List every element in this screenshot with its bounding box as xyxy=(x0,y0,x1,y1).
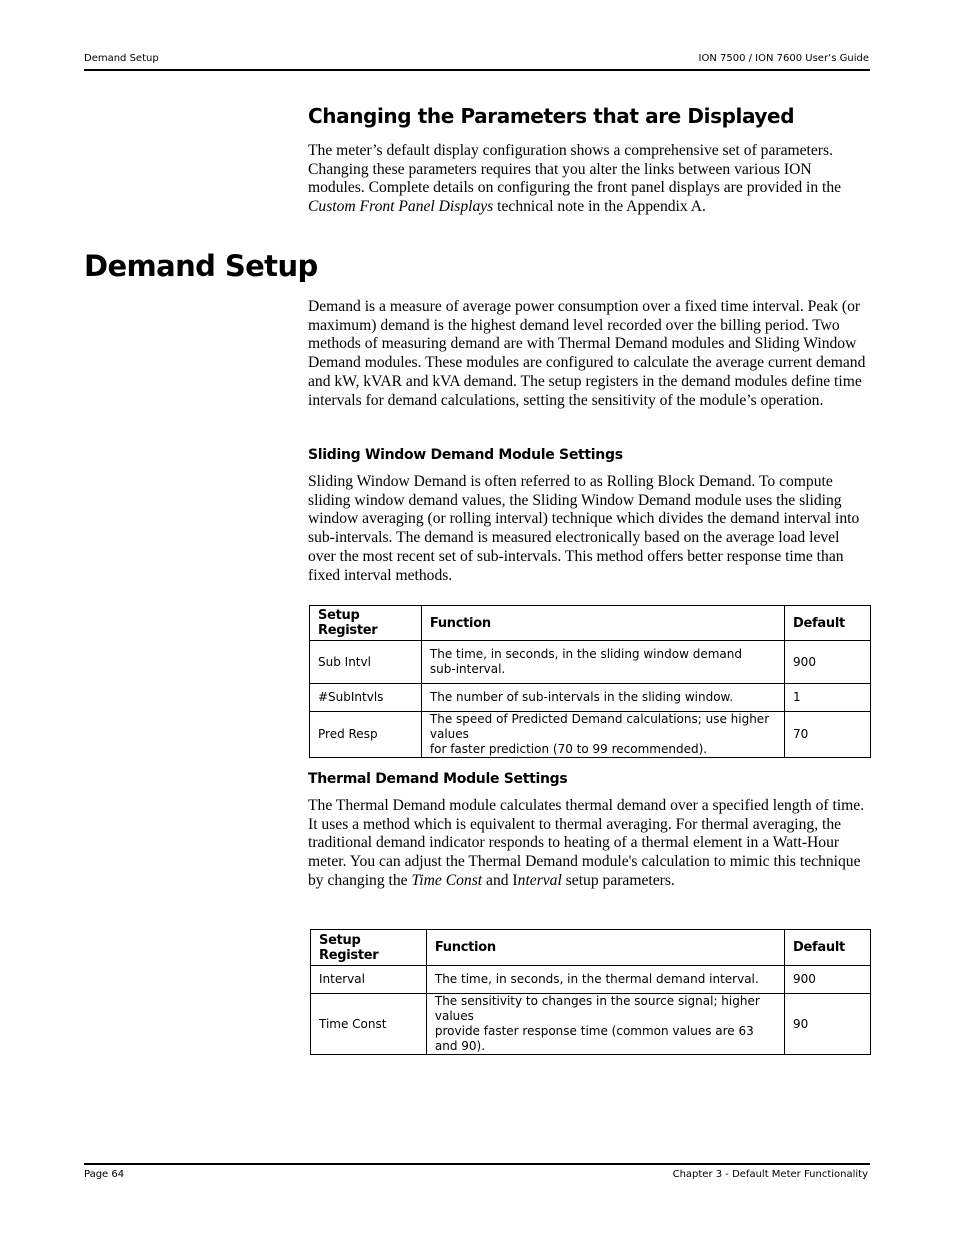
cell-function xyxy=(426,966,784,994)
emphasis-time-const: Time Const xyxy=(411,871,483,889)
table-row xyxy=(310,712,871,758)
cell-register: Sub Intvl xyxy=(310,641,422,684)
cell-function-line: The sensitivity to changes in the source signal; higher values xyxy=(434,994,760,1023)
table-row xyxy=(310,684,871,712)
chapter-title: Chapter 3 - Default Meter Functionality xyxy=(672,1169,868,1180)
column-header-default: Default xyxy=(785,606,871,641)
table-row xyxy=(310,641,871,684)
cell-default: 90 xyxy=(785,994,871,1055)
cell-function-line: sub-interval. xyxy=(429,662,506,676)
cell-register: Interval xyxy=(311,966,427,994)
cell-register: Time Const xyxy=(311,994,427,1055)
paragraph-text: The meter’s default display configuration shows a comprehensive set of parameters. Changing these parameters requires that you alter the links between various ION modules. Complete details on configuring the front panel displays are provided in the xyxy=(308,142,842,197)
paragraph-text: technical note in the Appendix A. xyxy=(493,198,706,216)
cell-function-line: The number of sub-intervals in the sliding window. xyxy=(429,690,734,704)
cell-function xyxy=(426,994,784,1055)
cell-function-line: for faster prediction (70 to 99 recommended). xyxy=(429,742,708,756)
column-header-function: Function xyxy=(421,606,784,641)
sliding-window-settings-table xyxy=(309,605,871,758)
header-rule xyxy=(84,69,870,71)
table-row xyxy=(311,966,871,994)
paragraph-thermal-demand xyxy=(308,797,870,891)
table-row xyxy=(311,994,871,1055)
cell-register: Pred Resp xyxy=(310,712,422,758)
emphasis-interval: nterval xyxy=(517,871,562,889)
cell-default: 70 xyxy=(785,712,871,758)
column-header-function: Function xyxy=(426,930,784,966)
column-header-default: Default xyxy=(785,930,871,966)
paragraph-text: setup parameters. xyxy=(561,871,675,889)
column-header-setup-register: Setup Register xyxy=(311,930,427,966)
paragraph-sliding-window: Sliding Window Demand is often referred to as Rolling Block Demand. To compute sliding window demand values, the Sliding Window Demand module uses the sliding window averaging (or rolling interval) technique which divides the demand interval into sub-intervals. The demand is measured electronically based on the average load level over the most recent set of sub-intervals. This method offers better response time than fixed interval methods. xyxy=(308,473,860,584)
column-header-setup-register: Setup Register xyxy=(310,606,422,641)
paragraph-demand-intro: Demand is a measure of average power consumption over a fixed time interval. Peak (or maximum) demand is the highest demand level recorded over the billing period. Two methods of measuring demand are with Thermal Demand modules and Sliding Window Demand modules. These modules are configured to calculate the average current demand and kW, kVAR and kVA demand. The setup registers in the demand modules define time intervals for demand calculations, setting the sensitivity of the module’s operation. xyxy=(308,298,866,409)
cell-function xyxy=(421,641,784,684)
page-number: Page 64 xyxy=(84,1169,125,1180)
cell-function-line: The time, in seconds, in the sliding window demand xyxy=(429,647,742,661)
cell-default: 900 xyxy=(785,966,871,994)
paragraph-text: The Thermal Demand module calculates thermal demand over a specified length of time. It uses a method which is equivalent to thermal averaging. For thermal averaging, the traditional demand indicator responds to heating of a thermal element in a Watt-Hour meter. You can adjust the Thermal Demand module's calculation to mimic this technique by changing the xyxy=(308,797,865,889)
running-header-section: Demand Setup xyxy=(84,53,159,64)
table-header-row xyxy=(311,930,871,966)
footer-rule xyxy=(84,1163,870,1165)
heading-changing-parameters: Changing the Parameters that are Displayed xyxy=(308,104,795,128)
running-header-guide-title: ION 7500 / ION 7600 User’s Guide xyxy=(698,53,869,64)
cell-function-line: The time, in seconds, in the thermal demand interval. xyxy=(434,972,759,986)
cell-function xyxy=(421,684,784,712)
heading-thermal-demand: Thermal Demand Module Settings xyxy=(308,771,568,787)
cell-function xyxy=(421,712,784,758)
paragraph-text: and I xyxy=(482,871,518,889)
cell-default: 900 xyxy=(785,641,871,684)
thermal-demand-settings-table xyxy=(310,929,871,1055)
cell-function-line: provide faster response time (common values are 63 and 90). xyxy=(434,1024,754,1053)
paragraph-changing-parameters xyxy=(308,142,870,217)
cell-function-line: The speed of Predicted Demand calculations; use higher values xyxy=(429,712,770,741)
table-header-row xyxy=(310,606,871,641)
cell-default: 1 xyxy=(785,684,871,712)
heading-demand-setup: Demand Setup xyxy=(84,249,318,283)
heading-sliding-window: Sliding Window Demand Module Settings xyxy=(308,447,623,463)
emphasis-custom-front-panel: Custom Front Panel Displays xyxy=(308,198,494,216)
cell-register: #SubIntvls xyxy=(310,684,422,712)
